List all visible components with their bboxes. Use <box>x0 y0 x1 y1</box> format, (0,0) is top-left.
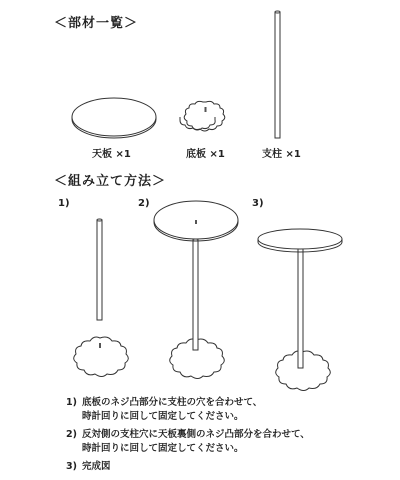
instruction-item-2 <box>66 428 386 456</box>
tabletop-label: 天板 ×1 <box>92 149 131 160</box>
step2-illustration <box>154 201 238 379</box>
step-1-number: 1) <box>58 198 70 209</box>
parts-list-heading: ＜部材一覧＞ <box>54 16 139 31</box>
instruction-1-number: 1) <box>66 397 77 408</box>
instruction-3-text: 完成図 <box>82 461 111 472</box>
base-plate-label: 底板 ×1 <box>186 149 225 160</box>
instruction-1-text: 底板のネジ凸部分に支柱の穴を合わせて、 時計回りに回して固定してください。 <box>82 397 263 422</box>
instruction-item-1 <box>66 396 386 424</box>
instruction-2-text: 反対側の支柱穴に天板裏側のネジ凸部分を合わせて、 時計回りに回して固定してください。 <box>82 429 310 454</box>
step3-completed-illustration <box>258 229 342 391</box>
instruction-3-number: 3) <box>66 461 77 472</box>
tabletop-illustration <box>72 98 156 138</box>
step-2-number: 2) <box>138 198 150 209</box>
base-plate-illustration <box>180 101 225 131</box>
instruction-item-3 <box>66 460 386 474</box>
pole-label: 支柱 ×1 <box>262 149 301 160</box>
assembly-method-heading: ＜組み立て方法＞ <box>54 174 167 189</box>
pole-illustration <box>275 11 280 138</box>
step-3-number: 3) <box>252 198 264 209</box>
step1-illustration <box>74 219 129 377</box>
instruction-2-number: 2) <box>66 429 77 440</box>
instructions-list <box>66 396 386 474</box>
